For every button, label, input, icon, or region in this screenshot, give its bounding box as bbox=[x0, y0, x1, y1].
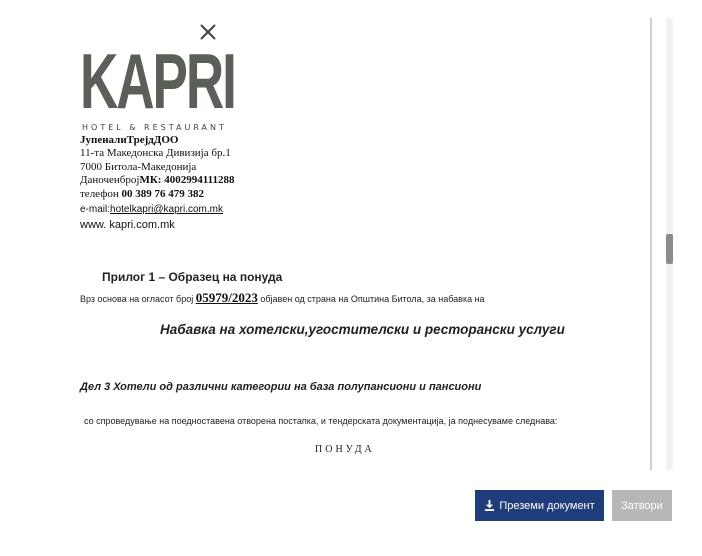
tax-number bbox=[80, 174, 235, 186]
download-icon bbox=[484, 500, 495, 511]
close-button[interactable] bbox=[612, 490, 672, 521]
basis-prefix: Врз основа на огласот број bbox=[80, 294, 194, 304]
email-label: e-mail: bbox=[80, 204, 111, 215]
ad-number: 05979/2023 bbox=[195, 290, 258, 305]
offer-heading: ПОНУДА bbox=[315, 444, 375, 455]
email-link[interactable]: hotelkapri@kapri.com.mk bbox=[110, 204, 223, 215]
viewer-divider bbox=[650, 18, 652, 470]
city-line: 7000 Битола-Македонија bbox=[80, 161, 197, 173]
phone bbox=[80, 188, 204, 200]
basis-suffix: објавен од страна на Општина Битола, за набавка на bbox=[260, 294, 485, 304]
logo-subtitle: HOTEL & RESTAURANT bbox=[82, 123, 227, 132]
company-name: ЈупеналиТрејдДОО bbox=[80, 134, 179, 146]
download-document-button[interactable] bbox=[475, 490, 604, 521]
phone-label: телефон bbox=[80, 188, 119, 200]
phone-value: 00 389 76 479 382 bbox=[121, 188, 204, 200]
address-line: 11-та Македонска Дивизија бр.1 bbox=[80, 147, 231, 159]
scrollbar[interactable] bbox=[666, 18, 673, 470]
email bbox=[80, 204, 223, 215]
tax-label: Даноченброј bbox=[80, 174, 140, 186]
basis-line bbox=[80, 290, 485, 306]
download-label: Преземи документ bbox=[499, 499, 595, 512]
lot-title: Дел 3 Хотели од различни категории на база полупансиони и пансиони bbox=[80, 381, 482, 393]
scrollbar-thumb[interactable] bbox=[666, 234, 673, 264]
website: www. kapri.com.mk bbox=[80, 219, 175, 231]
kapri-logo bbox=[80, 22, 235, 134]
logo-wordmark: KAPRI bbox=[80, 37, 235, 125]
tax-value: МК: 4002994111288 bbox=[139, 174, 235, 186]
annex-title: Прилог 1 – Образец на понуда bbox=[102, 270, 283, 284]
procurement-subject: Набавка на хотелски,угостителски и ресторански услуги bbox=[160, 322, 565, 337]
procedure-text: со спроведување на поедноставена отворена постапка, и тендерската документација, ја поднесуваме следнава: bbox=[84, 416, 558, 426]
close-label: Затвори bbox=[621, 499, 663, 512]
